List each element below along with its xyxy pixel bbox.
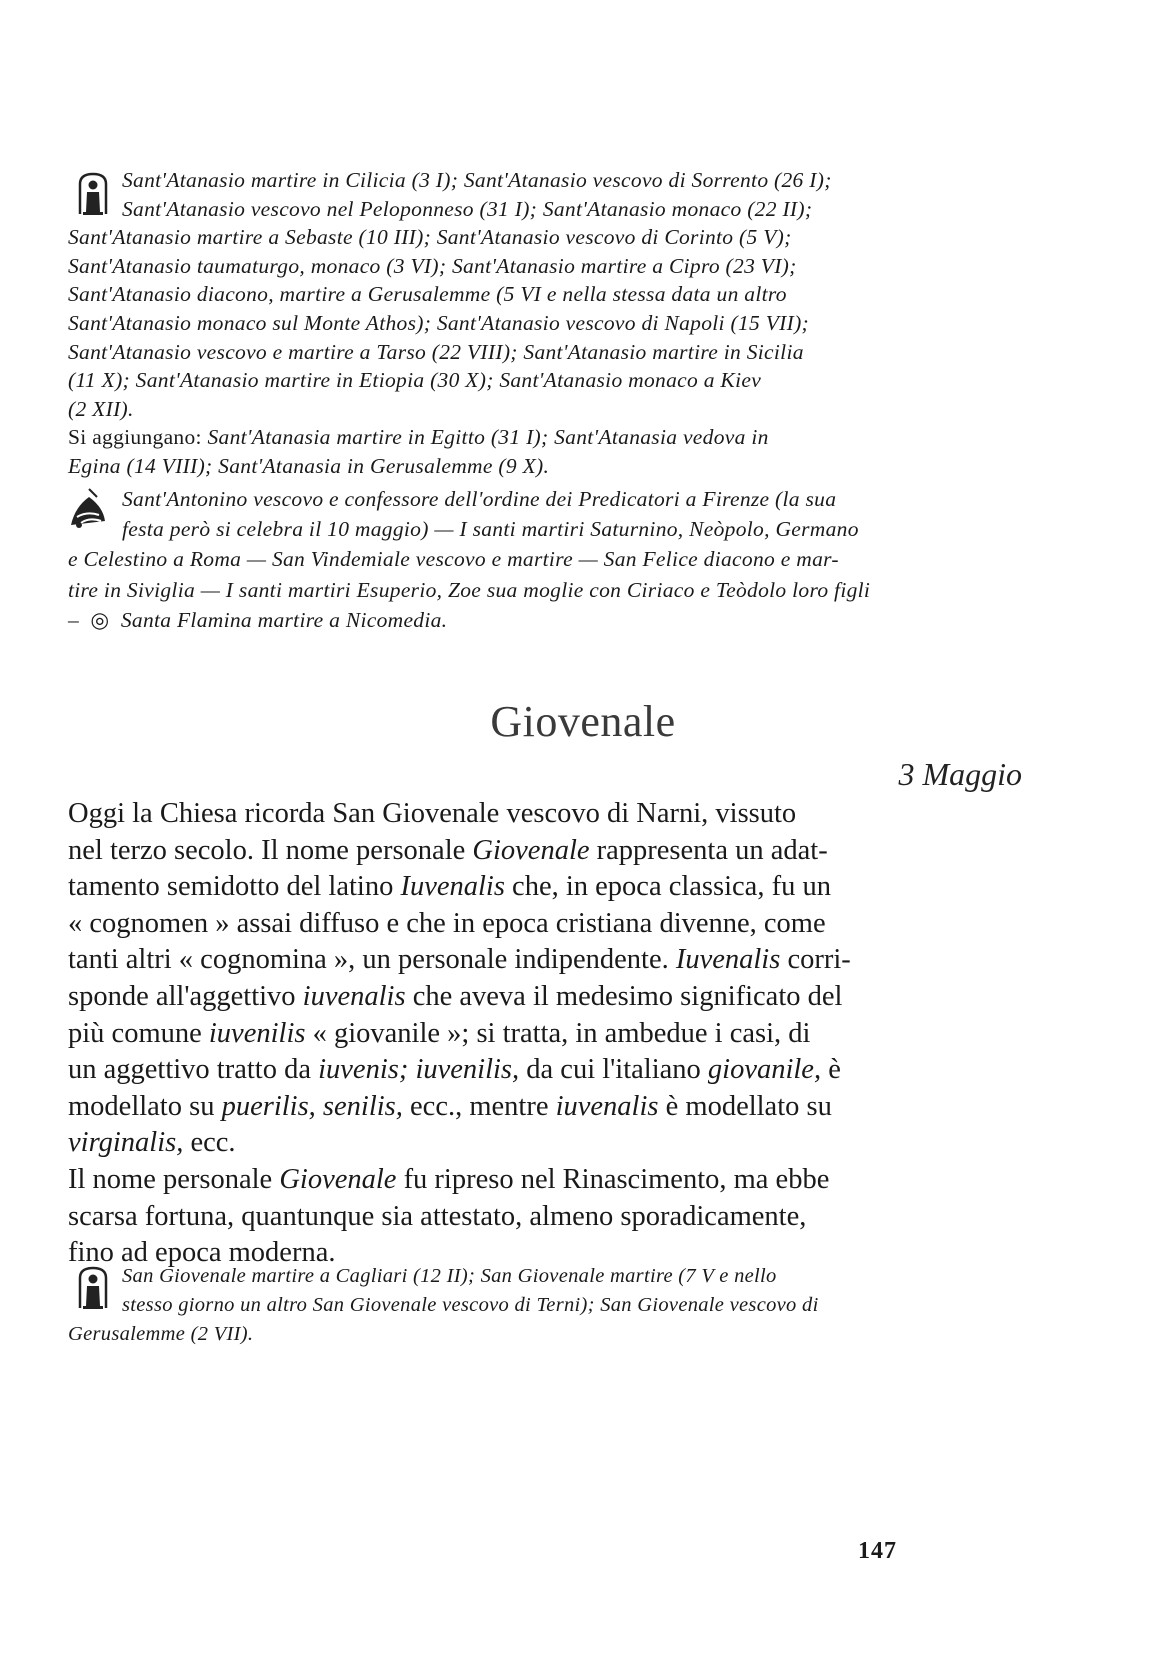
saints-last-line (68, 605, 924, 635)
body-line: sponde all'aggettivo iuvenalis che aveva il medesimo significato del (68, 980, 843, 1012)
giovenale-line: stesso giorno un altro San Giovenale vescovo di Terni); San Giovenale vescovo di (122, 1294, 819, 1316)
body-line: scarsa fortuna, quantunque sia attestato, almeno sporadicamente, (68, 1200, 807, 1232)
entry-date: 3 Maggio (898, 756, 1022, 792)
athanasius-line: Sant'Atanasio vescovo nel Peloponneso (31 I); Sant'Atanasio monaco (22 II); (122, 196, 813, 221)
body-line: modellato su puerilis, senilis, ecc., mentre iuvenalis è modellato su (68, 1090, 832, 1122)
athanasius-line: Sant'Atanasio diacono, martire a Gerusalemme (5 VI e nella stessa data un altro (68, 282, 787, 307)
body-line: Il nome personale Giovenale fu ripreso nel Rinascimento, ma ebbe (68, 1163, 830, 1195)
body-line: virginalis, ecc. (68, 1127, 236, 1159)
giovenale-line: San Giovenale martire a Cagliari (12 II); San Giovenale martire (7 V e nello (122, 1265, 777, 1287)
athanasius-addendum-line: Egina (14 VIII); Sant'Atanasia in Gerusalemme (9 X). (68, 453, 550, 478)
body-line: tanti altri « cognomina », un personale indipendente. Iuvenalis corri- (68, 944, 851, 976)
athanasius-line: (11 X); Sant'Atanasio martire in Etiopia (30 X); Sant'Atanasio monaco a Kiev (68, 368, 762, 393)
giovenale-list (68, 1262, 924, 1349)
athanasius-list (68, 166, 924, 481)
athanasius-line: Sant'Atanasio martire in Cilicia (3 I); Sant'Atanasio vescovo di Sorrento (26 I); (122, 168, 832, 192)
athanasius-line: (2 XII). (68, 396, 134, 421)
body-line: un aggettivo tratto da iuvenis; iuvenilis, da cui l'italiano giovanile, è (68, 1054, 841, 1086)
memorial-symbol-icon: ◎ (90, 607, 110, 632)
addendum-text: Sant'Atanasia martire in Egitto (31 I); Sant'Atanasia vedova in (207, 425, 769, 450)
page-number: 147 (858, 1538, 897, 1564)
saints-line: tire in Siviglia — I santi martiri Esuperio, Zoe sua moglie con Ciriaco e Teòdolo loro figli (68, 577, 871, 602)
body-line: tamento semidotto del latino Iuvenalis che, in epoca classica, fu un (68, 871, 831, 903)
saints-line: Sant'Antonino vescovo e confessore dell'ordine dei Predicatori a Firenze (la sua (122, 487, 837, 511)
body-line: « cognomen » assai diffuso e che in epoca cristiana divenne, come (68, 907, 826, 939)
addendum-lead: Si aggiungano: (68, 425, 202, 450)
body-line: Oggi la Chiesa ricorda San Giovenale vescovo di Narni, vissuto (68, 798, 797, 829)
body-line: più comune iuvenilis « giovanile »; si tratta, in ambedue i casi, di (68, 1017, 811, 1049)
body-line: nel terzo secolo. Il nome personale Giovenale rappresenta un adat- (68, 834, 828, 866)
athanasius-line: Sant'Atanasio martire a Sebaste (10 III); Sant'Atanasio vescovo di Corinto (5 V); (68, 225, 792, 250)
body-line: fino ad epoca moderna. (68, 1237, 336, 1269)
entry-body (68, 796, 910, 1272)
athanasius-line: Sant'Atanasio taumaturgo, monaco (3 VI); Sant'Atanasio martire a Cipro (23 VI); (68, 253, 797, 278)
entry-title: Giovenale (490, 697, 676, 746)
saints-line: e Celestino a Roma — San Vindemiale vescovo e martire — San Felice diacono e mar- (68, 547, 839, 572)
athanasius-line: Sant'Atanasio monaco sul Monte Athos); Sant'Atanasio vescovo di Napoli (15 VII); (68, 310, 810, 335)
saints-line: festa però si celebra il 10 maggio) — I santi martiri Saturnino, Neòpolo, Germano (122, 517, 859, 542)
athanasius-addendum (68, 423, 924, 452)
athanasius-line: Sant'Atanasio vescovo e martire a Tarso (22 VIII); Sant'Atanasio martire in Sicilia (68, 339, 804, 364)
saints-line: Santa Flamina martire a Nicomedia. (120, 607, 448, 632)
giovenale-line: Gerusalemme (2 VII). (68, 1323, 254, 1345)
dash: – (68, 607, 80, 632)
saints-of-day (68, 484, 924, 635)
